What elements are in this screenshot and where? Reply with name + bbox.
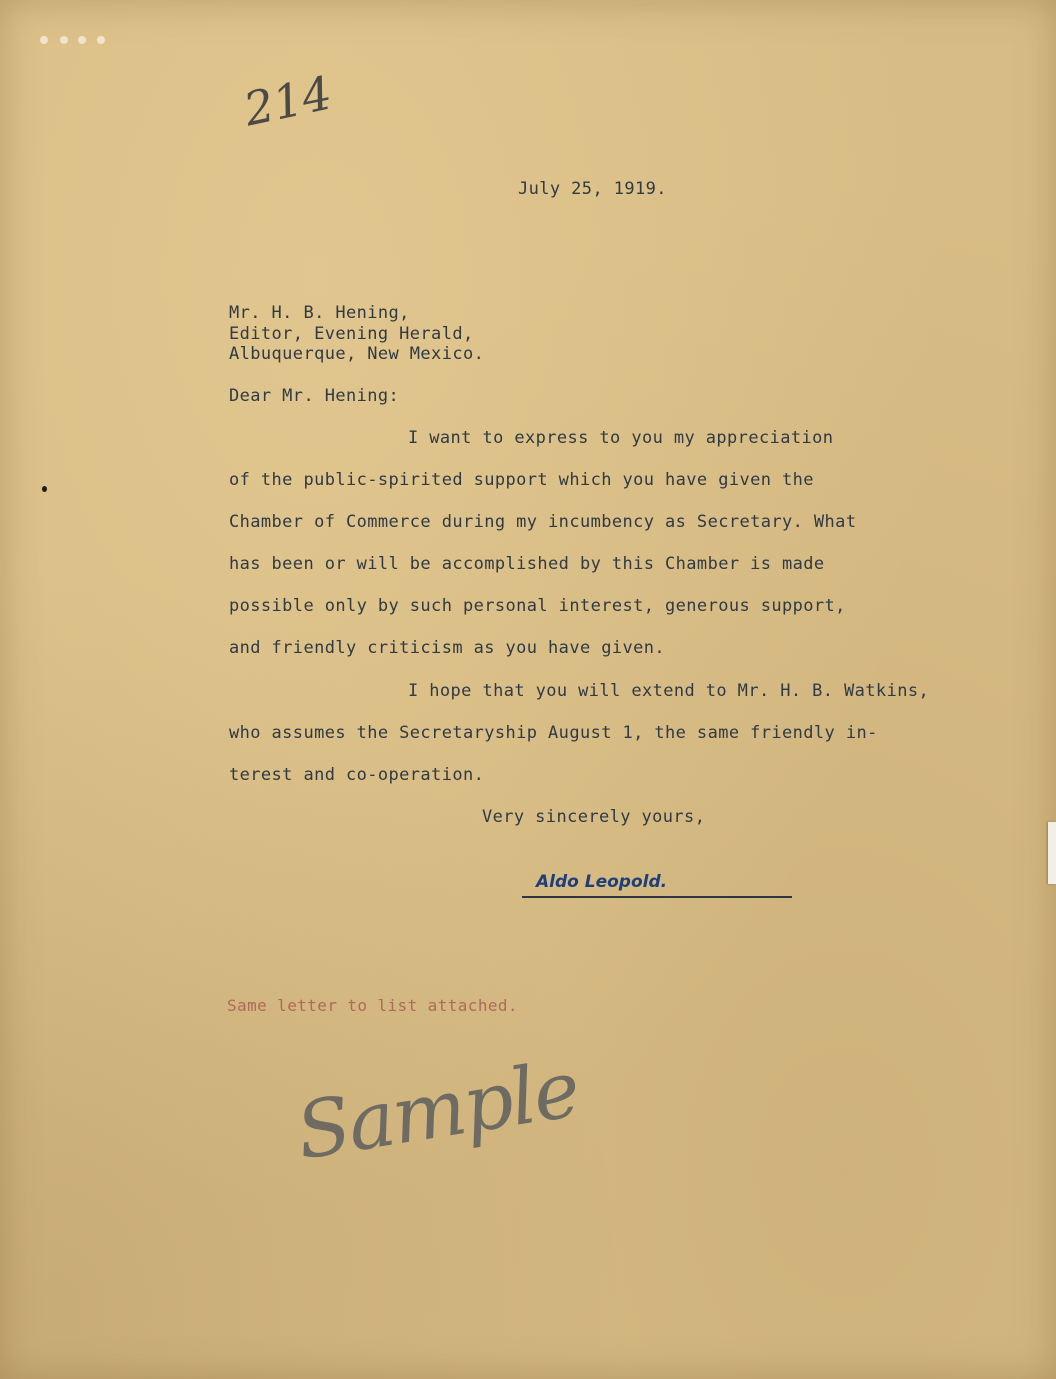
body-line: of the public-spirited support which you have given the — [229, 470, 814, 490]
body-line: and friendly criticism as you have given. — [229, 638, 666, 658]
signature-stamp: Aldo Leopold. — [536, 872, 668, 892]
punch-hole — [97, 36, 105, 44]
body-line: I want to express to you my appreciation — [408, 428, 834, 448]
recipient-line-3: Albuquerque, New Mexico. — [229, 344, 485, 364]
body-line: has been or will be accomplished by this Chamber is made — [229, 554, 825, 574]
recipient-line-2: Editor, Evening Herald, — [229, 324, 474, 344]
recipient-line-1: Mr. H. B. Hening, — [229, 303, 410, 323]
folio-number: 214 — [239, 65, 337, 137]
punch-hole — [78, 36, 86, 44]
handwritten-annotation: Sample — [290, 1044, 585, 1178]
body-line: terest and co-operation. — [229, 765, 485, 785]
salutation: Dear Mr. Hening: — [229, 386, 400, 406]
footer-note: Same letter to list attached. — [227, 996, 518, 1015]
body-line: Chamber of Commerce during my incumbency as Secretary. What — [229, 512, 857, 532]
body-line: who assumes the Secretaryship August 1, the same friendly in- — [229, 723, 878, 743]
page-edge-tear — [1048, 822, 1056, 884]
ink-speck — [42, 486, 47, 492]
punch-hole — [60, 36, 68, 44]
closing: Very sincerely yours, — [482, 807, 706, 827]
letter-date: July 25, 1919. — [518, 179, 667, 199]
body-line: I hope that you will extend to Mr. H. B. Watkins, — [408, 681, 930, 701]
body-line: possible only by such personal interest, generous support, — [229, 596, 846, 616]
signature-line — [522, 896, 792, 898]
punch-hole — [40, 36, 48, 44]
